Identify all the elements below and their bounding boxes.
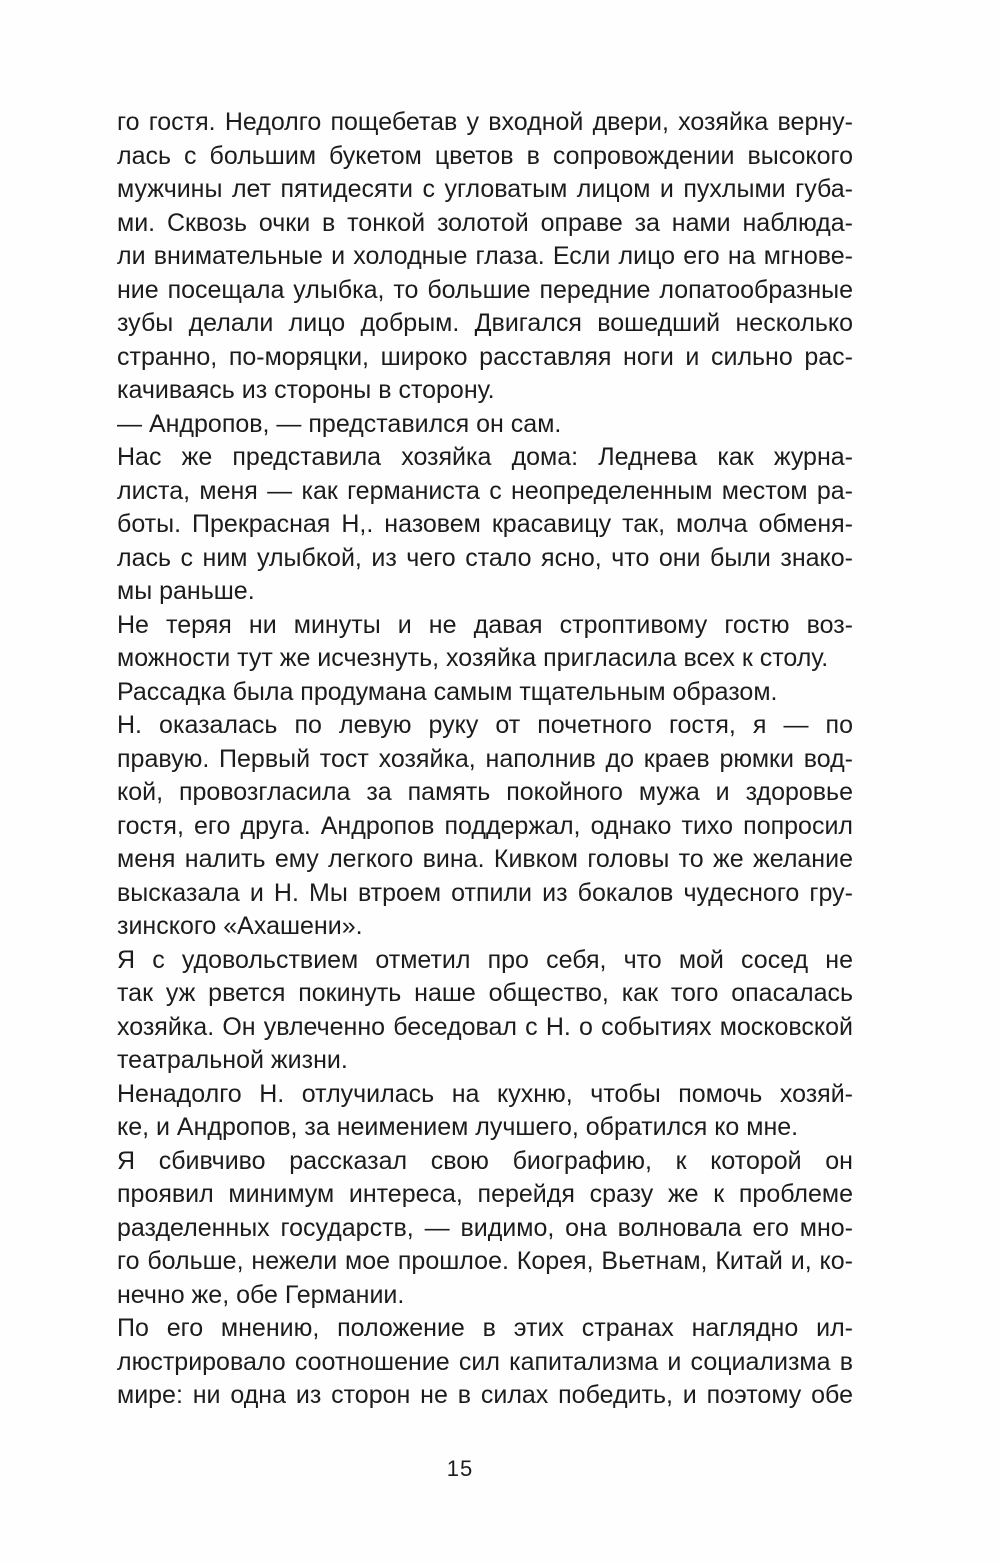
text-line: — Андропов, — представился он сам. [117,409,562,438]
text-line: странно, по-моряцки, широко расставляя ноги и сильно рас- [117,342,853,371]
text-line: Не теряя ни минуты и не давая строптивому гостю воз- [117,610,853,639]
text-line: листа, меня — как германиста с неопределенным местом ра- [117,476,853,505]
text-line: ми. Сквозь очки в тонкой золотой оправе за нами наблюда- [117,208,853,237]
text-line: лась с ним улыбкой, из чего стало ясно, что они были знако- [117,543,853,572]
text-line: правую. Первый тост хозяйка, наполнив до краев рюмки вод- [117,744,853,773]
body-text [117,106,853,1413]
text-line: Нас же представила хозяйка дома: Леднева как журна- [117,443,853,471]
text-line: мире: ни одна из сторон не в силах победить, и поэтому обе [117,1381,853,1409]
text-line: По его мнению, положение в этих странах наглядно ил- [117,1314,853,1342]
text-line: хозяйка. Он увлеченно беседовал с Н. о событиях московской [117,1012,853,1041]
text-line: Рассадка была продумана самым тщательным образом. [117,677,778,706]
text-line: зинского «Ахашени». [117,912,363,940]
text-line: можности тут же исчезнуть, хозяйка пригласила всех к столу. [117,644,829,672]
text-line: разделенных государств, — видимо, она волновала его мно- [117,1213,853,1242]
text-line: высказала и Н. Мы втроем отпили из бокалов чудесного гру- [117,878,853,907]
text-line: мужчины лет пятидесяти с угловатым лицом и пухлыми губа- [117,175,853,203]
text-line: Я сбивчиво рассказал свою биографию, к которой он [117,1146,853,1175]
text-line: Н. оказалась по левую руку от почетного гостя, я — по [117,711,853,739]
text-line: Ненадолго Н. отлучилась на кухню, чтобы помочь хозяй- [117,1079,853,1108]
text-line: проявил минимум интереса, перейдя сразу же к проблеме [117,1180,853,1208]
text-line: кой, провозгласила за память покойного мужа и здоровье [117,778,853,806]
text-line: театральной жизни. [117,1046,348,1074]
text-line: качиваясь из стороны в сторону. [117,376,495,404]
text-line: го гостя. Недолго пощебетав у входной двери, хозяйка верну- [117,108,853,136]
page-number: 15 [446,1456,474,1481]
text-line: мы раньше. [117,577,255,605]
text-line: меня налить ему легкого вина. Кивком головы то же желание [117,845,853,873]
text-line: Я с удовольствием отметил про себя, что мой сосед не [117,945,853,974]
text-line: лась с большим букетом цветов в сопровождении высокого [117,141,853,170]
text-line: боты. Прекрасная Н,. назовем красавицу так, молча обменя- [117,510,853,538]
text-line: зубы делали лицо добрым. Двигался вошедший несколько [117,309,853,337]
text-line: гостя, его друга. Андропов поддержал, однако тихо попросил [117,811,853,840]
text-line: го больше, нежели мое прошлое. Корея, Вьетнам, Китай и, ко- [117,1247,853,1275]
text-line: ке, и Андропов, за неимением лучшего, обратился ко мне. [117,1113,799,1141]
text-line: люстрировало соотношение сил капитализма и социализма в [117,1347,853,1376]
text-line: ние посещала улыбка, то большие передние лопатообразные [117,275,853,304]
text-line: так уж рвется покинуть наше общество, как того опасалась [117,979,853,1007]
text-line: нечно же, обе Германии. [117,1280,405,1309]
text-line: ли внимательные и холодные глаза. Если лицо его на мгнове- [117,242,853,270]
